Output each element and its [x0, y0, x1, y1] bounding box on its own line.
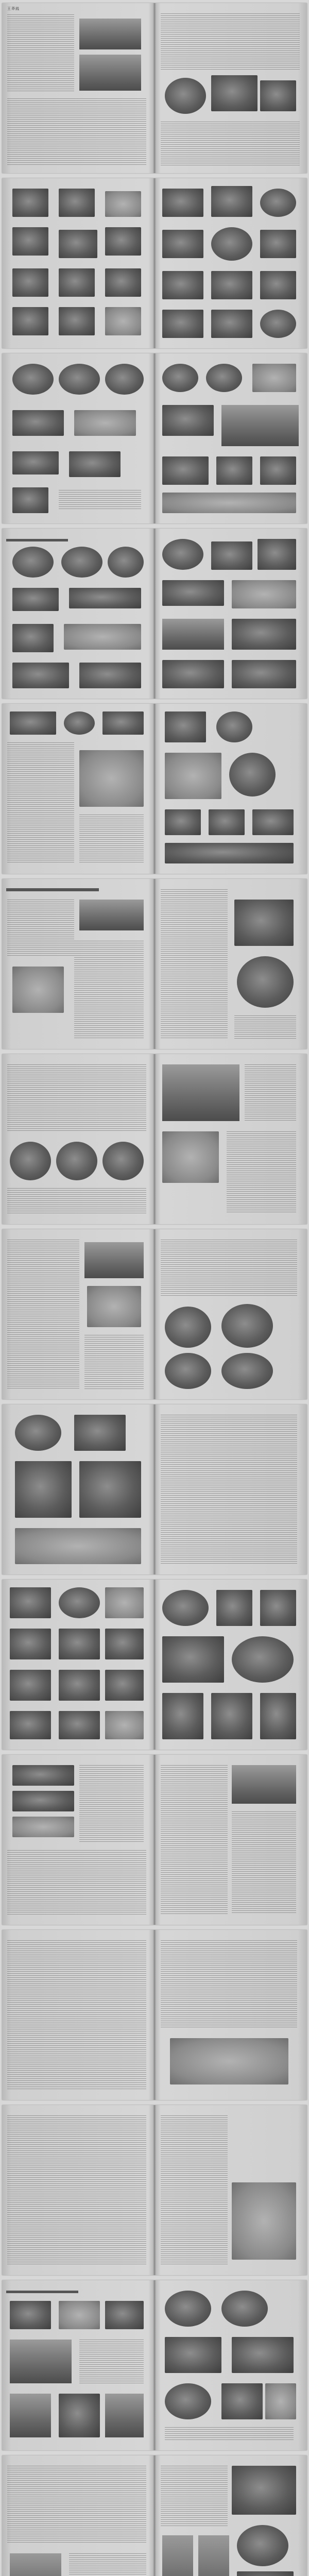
artifact-photo	[162, 456, 209, 485]
artifact-photo	[234, 900, 294, 946]
artifact-photo	[59, 2301, 100, 2329]
artifact-photo	[10, 1629, 51, 1659]
photo	[232, 1765, 296, 1804]
photo	[79, 900, 144, 930]
coin-photo	[237, 2525, 288, 2566]
artifact-photo	[162, 189, 203, 217]
coin-photo	[165, 1353, 211, 1389]
right-page	[154, 1930, 307, 2100]
artifact-photo	[211, 186, 252, 217]
artifact-photo	[221, 2383, 263, 2419]
page-spread-12	[2, 1930, 307, 2100]
artifact-photo	[59, 1711, 100, 1739]
coin-photo	[162, 539, 203, 570]
artifact-photo	[15, 1461, 72, 1518]
caption-block	[59, 490, 141, 511]
left-page	[2, 353, 154, 523]
text-block	[84, 1335, 144, 1389]
artifact-photo	[79, 1461, 141, 1518]
gutter	[153, 2455, 156, 2576]
artifact-photo	[232, 660, 296, 688]
text-block	[161, 1240, 297, 1296]
text-block	[7, 98, 146, 165]
left-page	[2, 2280, 154, 2450]
right-page	[154, 3, 307, 173]
right-page	[154, 178, 307, 348]
coin-photo	[221, 1304, 273, 1348]
artifact-photo	[260, 230, 296, 258]
left-page	[2, 1930, 154, 2100]
artifact-photo	[162, 230, 203, 258]
artifact-photo	[232, 2337, 294, 2373]
photo	[10, 2340, 72, 2383]
coin-photo	[108, 547, 144, 578]
artifact-photo	[12, 268, 48, 297]
coin-photo	[102, 1142, 144, 1180]
photo	[221, 405, 299, 446]
artifact-photo	[232, 580, 296, 608]
coin-photo	[237, 956, 294, 1008]
photo	[162, 2535, 193, 2576]
artifact-photo	[260, 80, 296, 111]
right-page	[154, 1229, 307, 1399]
gutter	[153, 529, 156, 699]
left-page	[2, 2455, 154, 2576]
gutter	[153, 1930, 156, 2100]
text-block	[79, 2340, 144, 2383]
right-page	[154, 2105, 307, 2275]
artifact-photo	[216, 1590, 252, 1626]
coin-photo	[216, 711, 252, 742]
artifact-photo	[252, 364, 296, 392]
left-page	[2, 1580, 154, 1750]
artifact-photo	[105, 1587, 144, 1618]
page-spread-6	[2, 879, 307, 1049]
coin-photo	[211, 227, 252, 261]
artifact-photo	[59, 230, 97, 258]
artifact-photo	[258, 539, 296, 570]
text-block	[161, 1940, 297, 2028]
page-spread-10	[2, 1580, 307, 1750]
gutter	[153, 2280, 156, 2450]
photo	[79, 19, 141, 49]
left-page	[2, 529, 154, 699]
coin-photo	[105, 364, 144, 395]
text-block	[161, 889, 228, 1039]
gutter	[153, 353, 156, 523]
gutter	[153, 2105, 156, 2275]
left-page	[2, 1054, 154, 1224]
artifact-photo	[15, 1528, 141, 1564]
artifact-photo	[211, 310, 252, 338]
artifact-photo	[12, 410, 64, 436]
artifact-photo	[87, 1286, 141, 1327]
artifact-photo	[216, 456, 252, 485]
section-heading-bar	[6, 2291, 78, 2293]
right-page	[154, 1580, 307, 1750]
artifact-photo	[105, 307, 141, 335]
text-block	[79, 1765, 144, 1842]
left-page	[2, 2105, 154, 2275]
artifact-photo	[260, 271, 296, 299]
page-spread-8	[2, 1229, 307, 1399]
artifact-photo	[162, 580, 224, 606]
gutter	[153, 879, 156, 1049]
artifact-photo	[74, 410, 136, 436]
text-block	[161, 1415, 297, 1564]
coin-photo	[232, 1636, 294, 1683]
artifact-photo	[105, 268, 141, 297]
text-block	[234, 1015, 296, 1039]
coin-photo	[165, 2383, 211, 2419]
left-page	[2, 1229, 154, 1399]
right-page	[154, 1755, 307, 1925]
coin-photo	[165, 2291, 211, 2327]
left-page	[2, 1755, 154, 1925]
artifact-photo	[211, 541, 252, 570]
left-page	[2, 704, 154, 874]
drawing-image	[232, 2182, 296, 2260]
coin-photo	[12, 547, 54, 578]
page-header: 王莽銭	[7, 7, 20, 11]
artifact-photo	[12, 227, 48, 256]
coin-photo	[206, 364, 242, 392]
artifact-photo	[12, 189, 48, 217]
gutter	[153, 1580, 156, 1750]
text-block	[245, 1064, 296, 1121]
page-spread-2	[2, 178, 307, 348]
coin-photo	[162, 1590, 209, 1626]
text-block	[7, 14, 74, 92]
page-spread-5	[2, 704, 307, 874]
text-block	[232, 1811, 296, 1914]
right-page	[154, 353, 307, 523]
artifact-photo	[162, 1636, 224, 1683]
text-block	[7, 1240, 79, 1389]
artifact-photo	[165, 2337, 221, 2373]
artifact-photo	[12, 1817, 74, 1837]
artifact-photo	[162, 405, 214, 436]
photo	[10, 2394, 51, 2437]
coin-photo	[260, 189, 296, 217]
artifact-photo	[12, 307, 48, 335]
artifact-photo	[105, 1711, 144, 1739]
artifact-photo	[237, 2571, 294, 2576]
artifact-photo	[59, 189, 95, 217]
photo	[79, 55, 141, 91]
artifact-photo	[10, 1587, 51, 1618]
artifact-photo	[260, 1590, 296, 1626]
artifact-photo	[162, 310, 203, 338]
coin-photo	[165, 78, 206, 114]
artifact-photo	[165, 809, 201, 835]
right-page	[154, 1404, 307, 1574]
artifact-photo	[165, 711, 206, 742]
artifact-photo	[12, 624, 54, 652]
right-page	[154, 2455, 307, 2576]
artifact-photo	[10, 1711, 51, 1739]
text-block	[7, 1188, 146, 1214]
coin-photo	[221, 1353, 273, 1389]
artifact-photo	[12, 1791, 74, 1811]
artifact-photo	[211, 271, 252, 299]
artifact-photo	[12, 663, 69, 688]
artifact-photo	[162, 271, 203, 299]
photo	[198, 2535, 229, 2576]
page-spread-14	[2, 2280, 307, 2450]
photo	[84, 1242, 144, 1278]
coin-photo	[229, 753, 276, 796]
text-block	[161, 13, 300, 70]
coin-photo	[162, 364, 198, 392]
artifact-photo	[260, 456, 296, 485]
artifact-photo	[105, 191, 141, 217]
page-spread-11	[2, 1755, 307, 1925]
right-page	[154, 1054, 307, 1224]
artifact-photo	[59, 1629, 100, 1659]
artifact-photo	[10, 2301, 51, 2329]
coin-photo	[56, 1142, 97, 1180]
artifact-photo	[12, 1765, 74, 1786]
photo	[105, 2394, 144, 2437]
artifact-photo	[12, 451, 59, 474]
text-block	[161, 2466, 228, 2528]
section-heading-bar	[6, 539, 68, 541]
text-block	[7, 742, 74, 863]
right-page	[154, 879, 307, 1049]
photo	[162, 1064, 239, 1121]
gutter	[153, 1404, 156, 1574]
artifact-photo	[74, 1415, 126, 1451]
right-page	[154, 529, 307, 699]
coin-photo	[10, 1142, 51, 1180]
gutter	[153, 1054, 156, 1224]
text-block	[7, 900, 74, 956]
artifact-photo	[79, 663, 141, 688]
gutter	[153, 1229, 156, 1399]
building-photo	[12, 967, 64, 1013]
coin-photo	[61, 547, 102, 578]
text-block	[7, 2466, 146, 2543]
text-block	[69, 2553, 146, 2576]
text-block	[161, 122, 300, 165]
artifact-photo	[232, 2466, 296, 2515]
gutter	[153, 1755, 156, 1925]
gutter	[153, 704, 156, 874]
artifact-photo	[211, 75, 258, 111]
artifact-photo	[64, 624, 141, 650]
page-spread-9	[2, 1404, 307, 1574]
text-block	[7, 1850, 146, 1914]
artifact-photo	[162, 660, 224, 688]
right-page	[154, 2280, 307, 2450]
left-page	[2, 3, 154, 173]
artifact-photo	[10, 1670, 51, 1701]
gutter	[153, 3, 156, 173]
page-spread-7	[2, 1054, 307, 1224]
page-spread-4	[2, 529, 307, 699]
coin-photo	[59, 1587, 100, 1618]
artifact-photo	[69, 451, 121, 477]
coin-photo	[260, 310, 296, 338]
coin-photo	[64, 711, 95, 735]
artifact-photo	[69, 588, 141, 608]
artifact-photo	[102, 711, 144, 735]
artifact-photo	[105, 1629, 144, 1659]
text-block	[227, 1131, 296, 1214]
coin-photo	[15, 1415, 61, 1451]
left-page	[2, 1404, 154, 1574]
artifact-photo	[252, 809, 294, 835]
artifact-photo	[162, 493, 296, 513]
artifact-photo	[265, 2383, 296, 2419]
artifact-photo	[209, 809, 245, 835]
rubbing-image	[165, 753, 221, 799]
gutter	[153, 178, 156, 348]
text-block	[7, 1940, 146, 2090]
artifact-photo	[12, 588, 59, 611]
artifact-photo	[59, 1670, 100, 1701]
text-block	[7, 1064, 146, 1131]
left-page	[2, 178, 154, 348]
page-spread-3	[2, 353, 307, 523]
artifact-photo	[105, 227, 141, 256]
artifact-photo	[59, 268, 95, 297]
photo	[162, 619, 224, 650]
page-spread-15	[2, 2455, 307, 2576]
artifact-photo	[162, 1693, 203, 1739]
artifact-photo	[170, 2038, 288, 2084]
coin-photo	[12, 364, 54, 395]
right-page	[154, 704, 307, 874]
artifact-photo	[211, 1693, 252, 1739]
artifact-photo	[260, 1693, 296, 1739]
page-spread-13	[2, 2105, 307, 2275]
artifact-photo	[105, 1670, 144, 1701]
photo	[10, 2553, 61, 2576]
coin-photo	[59, 364, 100, 395]
artifact-photo	[59, 2394, 100, 2437]
coin-photo	[221, 2291, 268, 2327]
text-block	[161, 1765, 228, 1914]
rubbing-image	[79, 750, 144, 807]
artifact-photo	[165, 843, 294, 863]
rubbing-image	[162, 1131, 219, 1183]
artifact-photo	[232, 619, 296, 650]
text-block	[79, 815, 144, 863]
section-heading-bar	[6, 888, 99, 891]
coin-photo	[165, 1307, 211, 1348]
caption-block	[165, 2427, 294, 2440]
page-spread-1	[2, 3, 307, 173]
artifact-photo	[12, 487, 48, 513]
artifact-photo	[105, 2301, 144, 2329]
text-block	[74, 941, 144, 1039]
text-block	[161, 2115, 228, 2265]
left-page	[2, 879, 154, 1049]
artifact-photo	[10, 711, 56, 735]
text-block	[7, 2115, 146, 2265]
artifact-photo	[59, 307, 95, 335]
